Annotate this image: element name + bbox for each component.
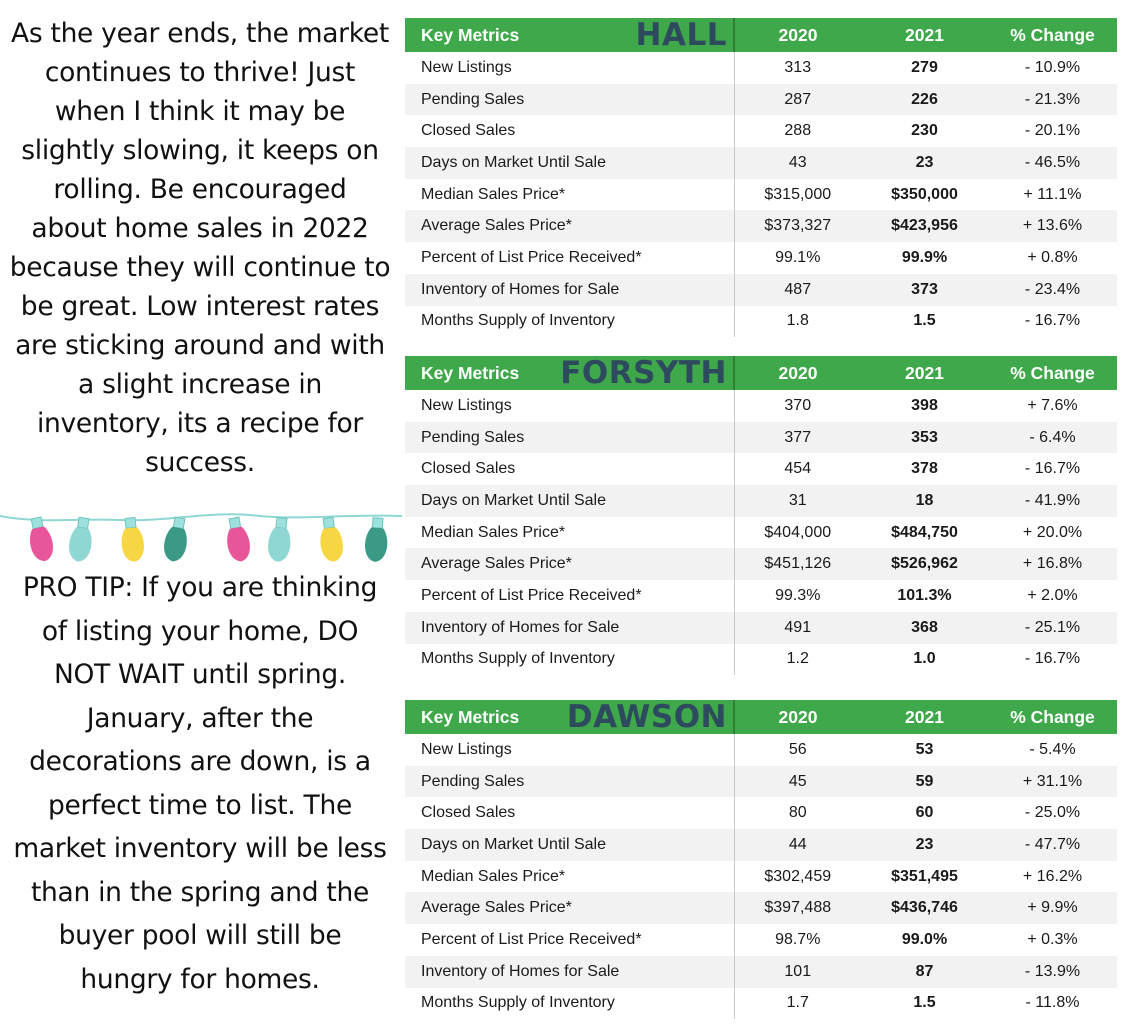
- metric-name-cell: Pending Sales: [405, 422, 734, 454]
- header-2021: 2021: [861, 700, 988, 734]
- table-row: [405, 766, 1117, 798]
- value-2020-cell: $404,000: [764, 523, 832, 541]
- protip-line: perfect time to list. The: [48, 789, 352, 821]
- intro-line: when I think it may be: [54, 96, 346, 127]
- pct-change-cell: - 10.9%: [1024, 58, 1081, 76]
- table-row: [405, 210, 1117, 242]
- metric-name-cell: Average Sales Price*: [405, 892, 734, 924]
- pct-change-cell: - 25.0%: [1024, 804, 1081, 822]
- county-label-dawson: DAWSON: [566, 699, 727, 735]
- pct-change-cell: - 21.3%: [988, 84, 1117, 116]
- protip-line: January, after the: [86, 702, 314, 734]
- value-2021-cell: $351,495: [891, 867, 958, 885]
- table-row: [405, 517, 1117, 549]
- value-2020-cell: 1.2: [786, 650, 809, 668]
- pct-change-cell: - 16.7%: [1024, 460, 1081, 478]
- metric-name-cell: Pending Sales: [405, 766, 734, 798]
- table-row: [405, 422, 1117, 454]
- header-2021: 2021: [861, 18, 988, 52]
- value-2021-cell: 53: [915, 740, 934, 758]
- metric-name-cell: Closed Sales: [405, 797, 734, 829]
- value-2020-cell: 287: [734, 84, 861, 116]
- pct-change-cell: + 0.8%: [1027, 248, 1078, 266]
- metric-name-cell: Closed Sales: [405, 453, 734, 485]
- intro-line: be great. Low interest rates: [20, 291, 380, 322]
- value-2021-cell: 23: [861, 147, 988, 179]
- value-2021-cell: 60: [915, 804, 934, 822]
- bulb-aqua-icon: [266, 517, 293, 563]
- metric-name-cell: Percent of List Price Received*: [405, 924, 734, 956]
- metric-name-cell: Months Supply of Inventory: [405, 306, 734, 338]
- metric-name-cell: Inventory of Homes for Sale: [405, 612, 734, 644]
- table-row: [405, 115, 1117, 147]
- pct-change-cell: - 20.1%: [1024, 122, 1081, 140]
- intro-line: inventory, its a recipe for: [36, 408, 364, 439]
- bulb-yellow-icon: [119, 517, 146, 563]
- header-2020: 2020: [734, 356, 861, 390]
- dawson-metrics-table: [405, 700, 1117, 1019]
- protip-line: PRO TIP: If you are thinking: [22, 572, 378, 603]
- pct-change-cell: - 47.7%: [988, 829, 1117, 861]
- table-row: [405, 924, 1117, 956]
- table-header-row: [405, 18, 1117, 52]
- metric-name-cell: Median Sales Price*: [405, 179, 734, 211]
- value-2020-cell: 288: [784, 122, 812, 140]
- metric-name-cell: Average Sales Price*: [405, 548, 734, 580]
- metric-name-cell: Months Supply of Inventory: [405, 644, 734, 676]
- string-lights-decoration: [0, 500, 402, 570]
- intro-line: because they will continue to: [9, 252, 391, 283]
- metric-name-cell: Days on Market Until Sale: [405, 829, 734, 861]
- table-row: [405, 242, 1117, 274]
- header-key-metrics: Key Metrics DAWSON: [405, 700, 734, 734]
- header-key-metrics: Key Metrics FORSYTH: [405, 356, 734, 390]
- metric-name-cell: New Listings: [405, 734, 734, 766]
- metric-name-cell: Closed Sales: [405, 115, 734, 147]
- value-2020-cell: 487: [734, 274, 861, 306]
- value-2021-cell: $436,746: [861, 892, 988, 924]
- value-2021-cell: 398: [911, 396, 938, 414]
- value-2020-cell: 98.7%: [775, 930, 821, 948]
- protip-line: decorations are down, is a: [29, 746, 371, 777]
- hall-table-block: [405, 18, 1117, 337]
- value-2021-cell: 378: [911, 460, 938, 478]
- value-2020-cell: 56: [788, 740, 807, 758]
- protip-line: market inventory will be less: [13, 833, 387, 864]
- table-row: [405, 274, 1117, 306]
- pct-change-cell: + 7.6%: [1027, 396, 1078, 414]
- value-2020-cell: $315,000: [764, 185, 832, 203]
- intro-line: As the year ends, the market: [11, 18, 389, 49]
- value-2021-cell: 87: [861, 956, 988, 988]
- county-label-forsyth: FORSYTH: [560, 355, 727, 391]
- header-key-metrics: Key Metrics HALL: [405, 18, 734, 52]
- table-row: [405, 644, 1117, 676]
- metric-name-cell: Pending Sales: [405, 84, 734, 116]
- intro-line: rolling. Be encouraged: [53, 174, 347, 205]
- value-2020-cell: $451,126: [734, 548, 861, 580]
- bulb-teal-icon: [161, 516, 190, 563]
- value-2020-cell: 377: [734, 422, 861, 454]
- pct-change-cell: + 13.6%: [988, 210, 1117, 242]
- dawson-table-block: [405, 700, 1117, 1019]
- value-2021-cell: $423,956: [861, 210, 988, 242]
- value-2021-cell: 99.0%: [901, 930, 948, 948]
- left-column: [0, 0, 402, 1034]
- table-row: [405, 390, 1117, 422]
- value-2020-cell: $373,327: [734, 210, 861, 242]
- header-pct-change: % Change: [988, 700, 1117, 734]
- protip-line: hungry for homes.: [80, 963, 320, 995]
- intro-line: slightly slowing, it keeps on: [21, 135, 379, 166]
- intro-line: continues to thrive! Just: [44, 57, 356, 88]
- protip-line: than in the spring and the: [30, 876, 370, 908]
- value-2020-cell: 80: [788, 804, 807, 822]
- pct-change-cell: + 0.3%: [1027, 930, 1078, 948]
- metric-name-cell: Inventory of Homes for Sale: [405, 956, 734, 988]
- value-2021-cell: $526,962: [861, 548, 988, 580]
- value-2021-cell: 279: [911, 58, 938, 76]
- metric-name-cell: New Listings: [405, 52, 734, 84]
- metric-name-cell: Months Supply of Inventory: [405, 988, 734, 1020]
- intro-text: [6, 14, 394, 482]
- table-row: [405, 84, 1117, 116]
- pct-change-cell: - 11.8%: [1025, 994, 1080, 1012]
- pct-change-cell: + 16.2%: [1022, 867, 1083, 885]
- pct-change-cell: + 31.1%: [988, 766, 1117, 798]
- table-row: [405, 797, 1117, 829]
- value-2020-cell: 370: [784, 396, 812, 414]
- table-row: [405, 892, 1117, 924]
- metric-name-cell: Percent of List Price Received*: [405, 242, 734, 274]
- header-2020: 2020: [734, 700, 861, 734]
- table-row: [405, 179, 1117, 211]
- table-row: [405, 612, 1117, 644]
- intro-line: are sticking around and with: [15, 330, 385, 361]
- value-2020-cell: 99.1%: [775, 248, 821, 266]
- table-row: [405, 988, 1117, 1020]
- value-2021-cell: 353: [861, 422, 988, 454]
- table-row: [405, 861, 1117, 893]
- value-2021-cell: $484,750: [891, 523, 958, 541]
- bulb-pink-icon: [25, 516, 56, 564]
- pct-change-cell: + 16.8%: [988, 548, 1117, 580]
- protip-line: NOT WAIT until spring.: [53, 659, 347, 690]
- table-row: [405, 548, 1117, 580]
- value-2020-cell: 1.7: [786, 994, 809, 1012]
- table-header-row: [405, 700, 1117, 734]
- bulb-aqua-icon: [67, 516, 95, 563]
- value-2021-cell: 101.3%: [897, 586, 952, 604]
- bulb-yellow-icon: [317, 516, 345, 563]
- value-2021-cell: 59: [861, 766, 988, 798]
- metric-name-cell: Median Sales Price*: [405, 517, 734, 549]
- metric-name-cell: Days on Market Until Sale: [405, 147, 734, 179]
- table-row: [405, 147, 1117, 179]
- value-2021-cell: 1.0: [913, 650, 936, 668]
- protip-line: of listing your home, DO: [41, 615, 359, 647]
- pro-tip-text: [6, 566, 394, 1001]
- value-2021-cell: $350,000: [891, 185, 958, 203]
- header-2020: 2020: [734, 18, 861, 52]
- table-row: [405, 580, 1117, 612]
- value-2021-cell: 226: [861, 84, 988, 116]
- pct-change-cell: + 20.0%: [1022, 523, 1083, 541]
- metric-name-cell: Percent of List Price Received*: [405, 580, 734, 612]
- intro-line: a slight increase in: [78, 369, 322, 400]
- value-2020-cell: 491: [734, 612, 861, 644]
- metric-name-cell: Median Sales Price*: [405, 861, 734, 893]
- metric-name-cell: Days on Market Until Sale: [405, 485, 734, 517]
- header-pct-change: % Change: [988, 356, 1117, 390]
- pct-change-cell: - 16.7%: [1024, 650, 1081, 668]
- intro-line: success.: [145, 447, 255, 478]
- bulb-teal-icon: [364, 517, 389, 562]
- county-label-hall: HALL: [635, 17, 727, 53]
- value-2020-cell: 44: [734, 829, 861, 861]
- table-row: [405, 734, 1117, 766]
- value-2021-cell: 368: [861, 612, 988, 644]
- value-2021-cell: 1.5: [913, 312, 936, 330]
- forsyth-metrics-table: [405, 356, 1117, 675]
- value-2021-cell: 1.5: [913, 994, 936, 1012]
- pct-change-cell: - 6.4%: [988, 422, 1117, 454]
- table-header-row: [405, 356, 1117, 390]
- value-2021-cell: 230: [911, 122, 938, 140]
- value-2021-cell: 373: [861, 274, 988, 306]
- pct-change-cell: - 5.4%: [1029, 740, 1076, 758]
- forsyth-table-block: [405, 356, 1117, 675]
- value-2020-cell: 45: [734, 766, 861, 798]
- value-2021-cell: 99.9%: [901, 248, 948, 266]
- pct-change-cell: - 46.5%: [988, 147, 1117, 179]
- table-row: [405, 453, 1117, 485]
- value-2020-cell: 1.8: [786, 312, 809, 330]
- metric-name-cell: Average Sales Price*: [405, 210, 734, 242]
- value-2021-cell: 18: [861, 485, 988, 517]
- pct-change-cell: - 23.4%: [988, 274, 1117, 306]
- header-pct-change: % Change: [988, 18, 1117, 52]
- pct-change-cell: + 2.0%: [1027, 586, 1078, 604]
- value-2020-cell: 99.3%: [775, 586, 821, 604]
- table-row: [405, 306, 1117, 338]
- table-row: [405, 829, 1117, 861]
- bulb-pink-icon: [223, 516, 252, 563]
- value-2020-cell: 31: [734, 485, 861, 517]
- header-2021: 2021: [861, 356, 988, 390]
- value-2020-cell: 43: [734, 147, 861, 179]
- hall-metrics-table: [405, 18, 1117, 337]
- metric-name-cell: New Listings: [405, 390, 734, 422]
- pct-change-cell: + 11.1%: [1023, 185, 1082, 203]
- table-row: [405, 956, 1117, 988]
- pct-change-cell: - 41.9%: [988, 485, 1117, 517]
- table-row: [405, 485, 1117, 517]
- value-2020-cell: $302,459: [764, 867, 832, 885]
- light-wire: [0, 514, 402, 520]
- intro-line: about home sales in 2022: [31, 213, 369, 244]
- pct-change-cell: + 9.9%: [988, 892, 1117, 924]
- value-2020-cell: 313: [784, 58, 812, 76]
- value-2020-cell: $397,488: [734, 892, 861, 924]
- value-2021-cell: 23: [861, 829, 988, 861]
- value-2020-cell: 101: [734, 956, 861, 988]
- protip-line: buyer pool will still be: [58, 920, 342, 951]
- pct-change-cell: - 25.1%: [988, 612, 1117, 644]
- pct-change-cell: - 16.7%: [1024, 312, 1081, 330]
- metric-name-cell: Inventory of Homes for Sale: [405, 274, 734, 306]
- value-2020-cell: 454: [784, 460, 812, 478]
- pct-change-cell: - 13.9%: [988, 956, 1117, 988]
- table-row: [405, 52, 1117, 84]
